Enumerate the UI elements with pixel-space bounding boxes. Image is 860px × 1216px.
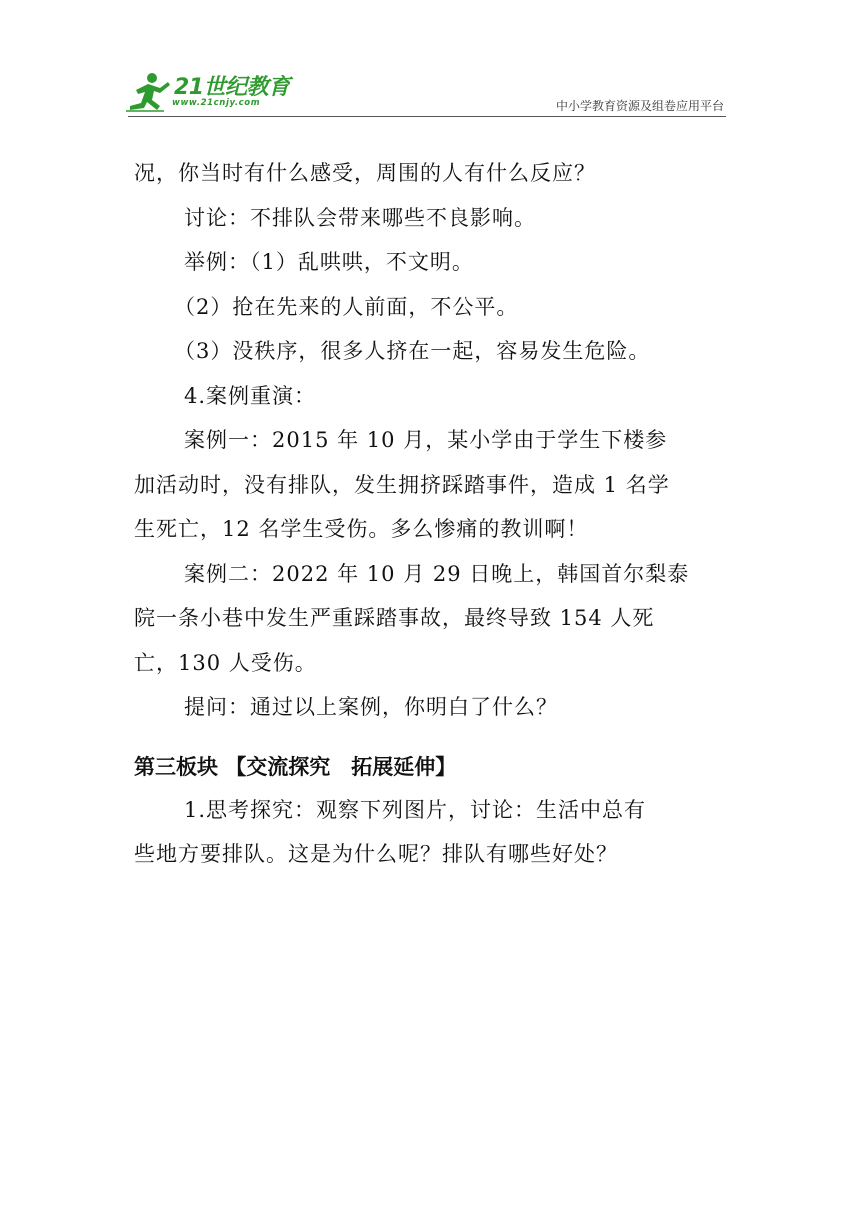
paragraph-line: 讨论：不排队会带来哪些不良影响。: [184, 205, 536, 230]
header-divider: [128, 116, 726, 117]
paragraph-line: 况，你当时有什么感受，周围的人有什么反应？: [134, 161, 596, 185]
paragraph-line: 1.思考探究：观察下列图片，讨论：生活中总有: [184, 797, 647, 822]
paragraph-line: （2）抢在先来的人前面，不公平。: [174, 294, 519, 319]
logo-url: www.21cnjy.com: [172, 98, 261, 108]
paragraph-line: 些地方要排队。这是为什么呢？排队有哪些好处？: [134, 842, 618, 866]
paragraph-line: 加活动时，没有排队，发生拥挤踩踏事件，造成 1 名学: [134, 472, 670, 497]
paragraph-line: 生死亡，12 名学生受伤。多么惨痛的教训啊！: [134, 517, 589, 541]
paragraph-line: 4.案例重演：: [184, 383, 317, 408]
paragraph-line: （3）没秩序，很多人挤在一起，容易发生危险。: [174, 339, 651, 363]
running-figure-icon: [124, 70, 176, 114]
paragraph-line: 院一条小巷中发生严重踩踏事故，最终导致 154 人死: [134, 606, 655, 630]
paragraph-line: 案例二：2022 年 10 月 29 日晚上，韩国首尔梨泰: [184, 561, 690, 586]
page-header: [0, 0, 860, 120]
brand-logo: [124, 70, 294, 116]
paragraph-line: 举例：（1）乱哄哄，不文明。: [184, 250, 474, 274]
paragraph-line: 案例一：2015 年 10 月，某小学由于学生下楼参: [184, 428, 668, 452]
document-body: [134, 151, 730, 877]
paragraph-line: 亡，130 人受伤。: [134, 650, 317, 675]
section-heading: 第三板块 【交流探究 拓展延伸】: [134, 754, 457, 779]
logo-wordmark: 21世纪教育: [174, 75, 290, 100]
header-tagline: 中小学教育资源及组卷应用平台: [555, 99, 724, 113]
paragraph-line: 提问：通过以上案例，你明白了什么？: [184, 695, 558, 719]
